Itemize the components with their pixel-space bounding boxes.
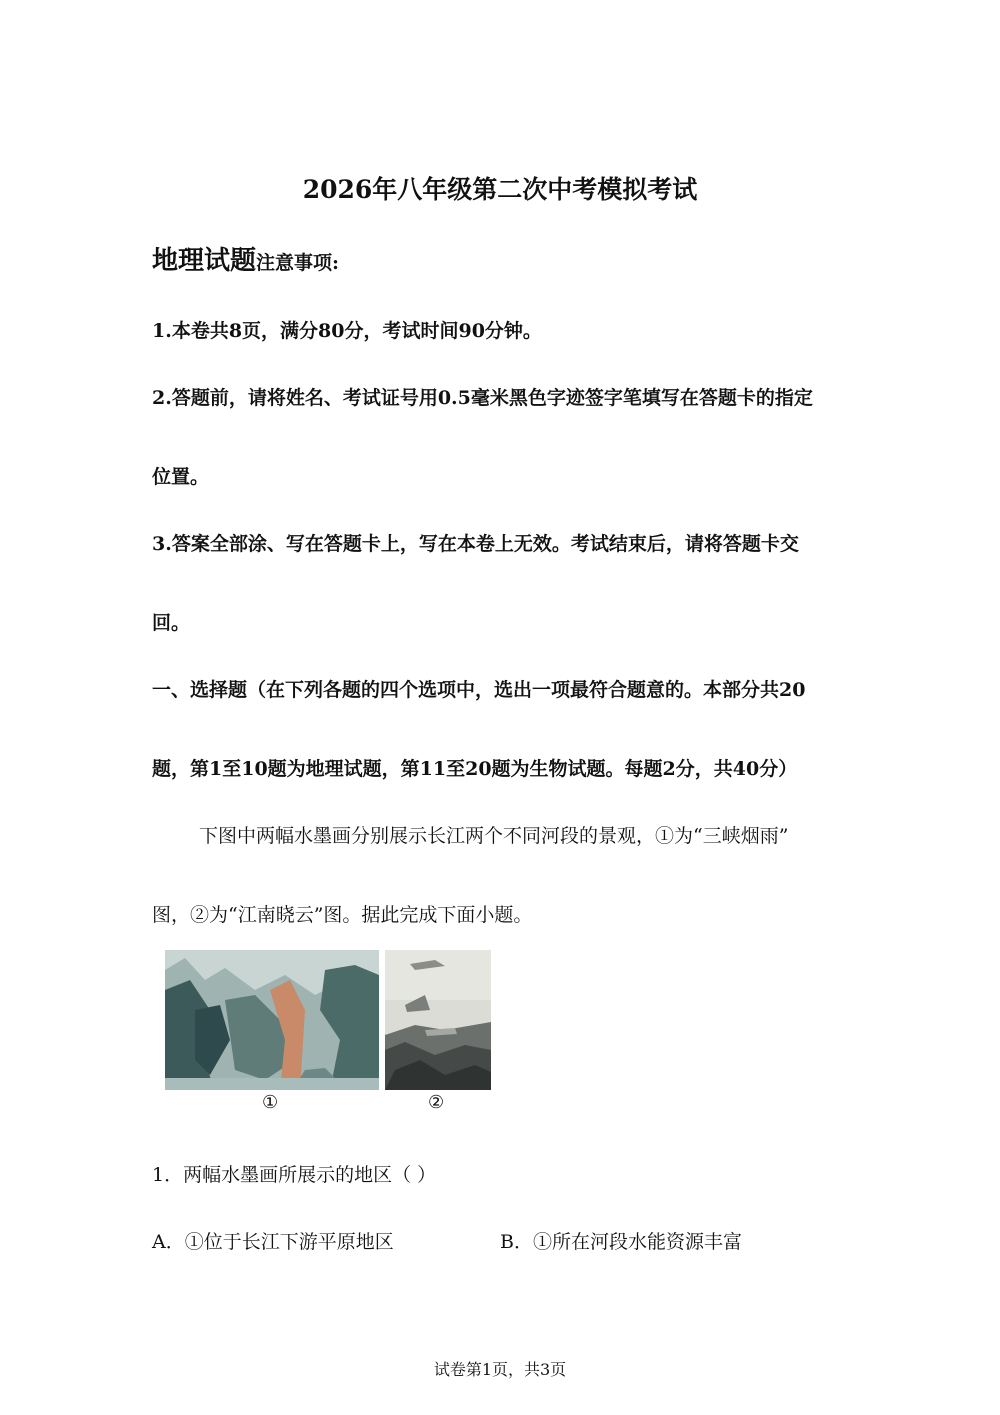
note-2-cont: 位置。 (152, 466, 210, 488)
exam-title: 2026年八年级第二次中考模拟考试 (302, 175, 698, 204)
figure-caption-2: ② (428, 1092, 445, 1113)
note-1: 1.本卷共8页，满分80分，考试时间90分钟。 (152, 320, 542, 342)
option-b: B．①所在河段水能资源丰富 (500, 1231, 742, 1253)
figure-caption-1: ① (262, 1092, 279, 1113)
option-a: A．①位于长江下游平原地区 (152, 1231, 394, 1253)
subtitle-line (152, 240, 339, 277)
painting-three-gorges-image (165, 950, 379, 1090)
page-footer: 试卷第1页，共3页 (433, 1360, 567, 1379)
subject-title: 地理试题 (152, 246, 257, 276)
notice-heading: 注意事项: (256, 252, 340, 274)
figure-ink-paintings (165, 950, 495, 1115)
question-1: 1．两幅水墨画所展示的地区（ ） (152, 1164, 437, 1186)
section-heading-cont: 题，第1至10题为地理试题，第11至20题为生物试题。每题2分，共40分） (152, 758, 798, 780)
note-3-cont: 回。 (152, 612, 191, 634)
note-2: 2.答题前，请将姓名、考试证号用0.5毫米黑色字迹签字笔填写在答题卡的指定 (152, 387, 813, 409)
section-heading: 一、选择题（在下列各题的四个选项中，选出一项最符合题意的。本部分共20 (152, 679, 806, 701)
note-3: 3.答案全部涂、写在答题卡上，写在本卷上无效。考试结束后，请将答题卡交 (152, 533, 799, 555)
intro-text-cont: 图，②为“江南晓云”图。据此完成下面小题。 (152, 904, 533, 926)
painting-jiangnan-image (385, 950, 491, 1090)
intro-text: 下图中两幅水墨画分别展示长江两个不同河段的景观，①为“三峡烟雨” (199, 825, 789, 847)
